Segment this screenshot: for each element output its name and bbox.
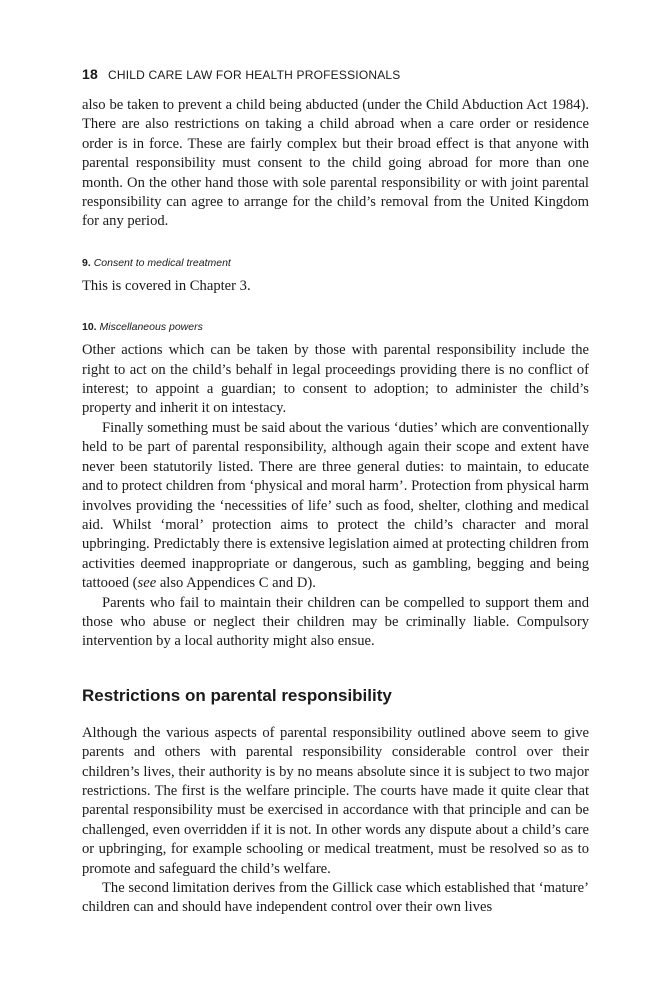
subsection-10-heading (82, 321, 589, 333)
intro-paragraph: also be taken to prevent a child being abducted (under the Child Abduction Act 1984). There are also restrictions on taking a child abroad when a care order or residence order is in force. These are fairly complex but their broad effect is that anyone with parental responsibility must consent to the child going abroad for more than one month. On the other hand those with sole parental responsibility or with joint parental responsibility can agree to arrange for the child’s removal from the United Kingdom for any period. (82, 97, 589, 230)
page-number: 18 (82, 66, 98, 82)
subsection-9-heading (82, 257, 589, 269)
see-reference: see (137, 575, 157, 592)
paragraph-2-text-after: also Appendices C and D). (156, 575, 316, 592)
subsection-9-text: This is covered in Chapter 3. (82, 277, 251, 294)
body-text (82, 96, 589, 918)
section-heading: Restrictions on parental responsibility (82, 685, 392, 705)
running-head (82, 66, 401, 82)
subsection-10-paragraph-2 (82, 419, 589, 594)
paragraph-2-text-before: Finally something must be said about the various ‘duties’ which are conventionally held to be part of parental responsibility, although again their scope and extent have never been statutorily listed. There are three general duties: to maintain, to educate and to protect children from ‘physical and moral harm’. Protection from physical harm involves providing the ‘necessities of life’ such as food, shelter, clothing and medical aid. Whilst ‘moral’ protection aims to protect the child’s character and moral upbringing. Predictably there is extensive legislation aimed at protecting children from activities deemed inappropriate or dangerous, such as gambling, begging and being tattooed ( (82, 419, 589, 592)
subsection-9-number: 9. (82, 256, 91, 269)
subsection-10-paragraph-3: Parents who fail to maintain their children can be compelled to support them and those who abuse or neglect their children may be criminally liable. Compulsory intervention by a local authority might also ensue. (82, 594, 589, 650)
subsection-10-title: Miscellaneous powers (99, 321, 203, 334)
section-paragraph-1: Although the various aspects of parental responsibility outlined above seem to give parents and others with parental responsibility considerable control over their children’s lives, their authority is by no means absolute since it is subject to two major restrictions. The first is the welfare principle. The courts have made it quite clear that parental responsibility must be exercised in accordance with that principle and can be challenged, even overridden if it is not. In other words any dispute about a child’s care or upbringing, for example schooling or medical treatment, must be resolved so as to promote and safeguard the child’s welfare. (82, 724, 589, 877)
section-paragraph-2: The second limitation derives from the Gillick case which established that ‘mature’ children can and should have independent control over their own lives (82, 880, 589, 916)
running-head-title: CHILD CARE LAW FOR HEALTH PROFESSIONALS (107, 68, 401, 82)
subsection-10-paragraph-1: Other actions which can be taken by those with parental responsibility include the right to act on the child’s behalf in legal proceedings providing there is no conflict of interest; to appoint a guardian; to consent to adoption; to administer the child’s property and inherit it on intestacy. (82, 342, 589, 417)
subsection-9-title: Consent to medical treatment (93, 256, 231, 269)
subsection-10-number: 10. (82, 321, 97, 334)
